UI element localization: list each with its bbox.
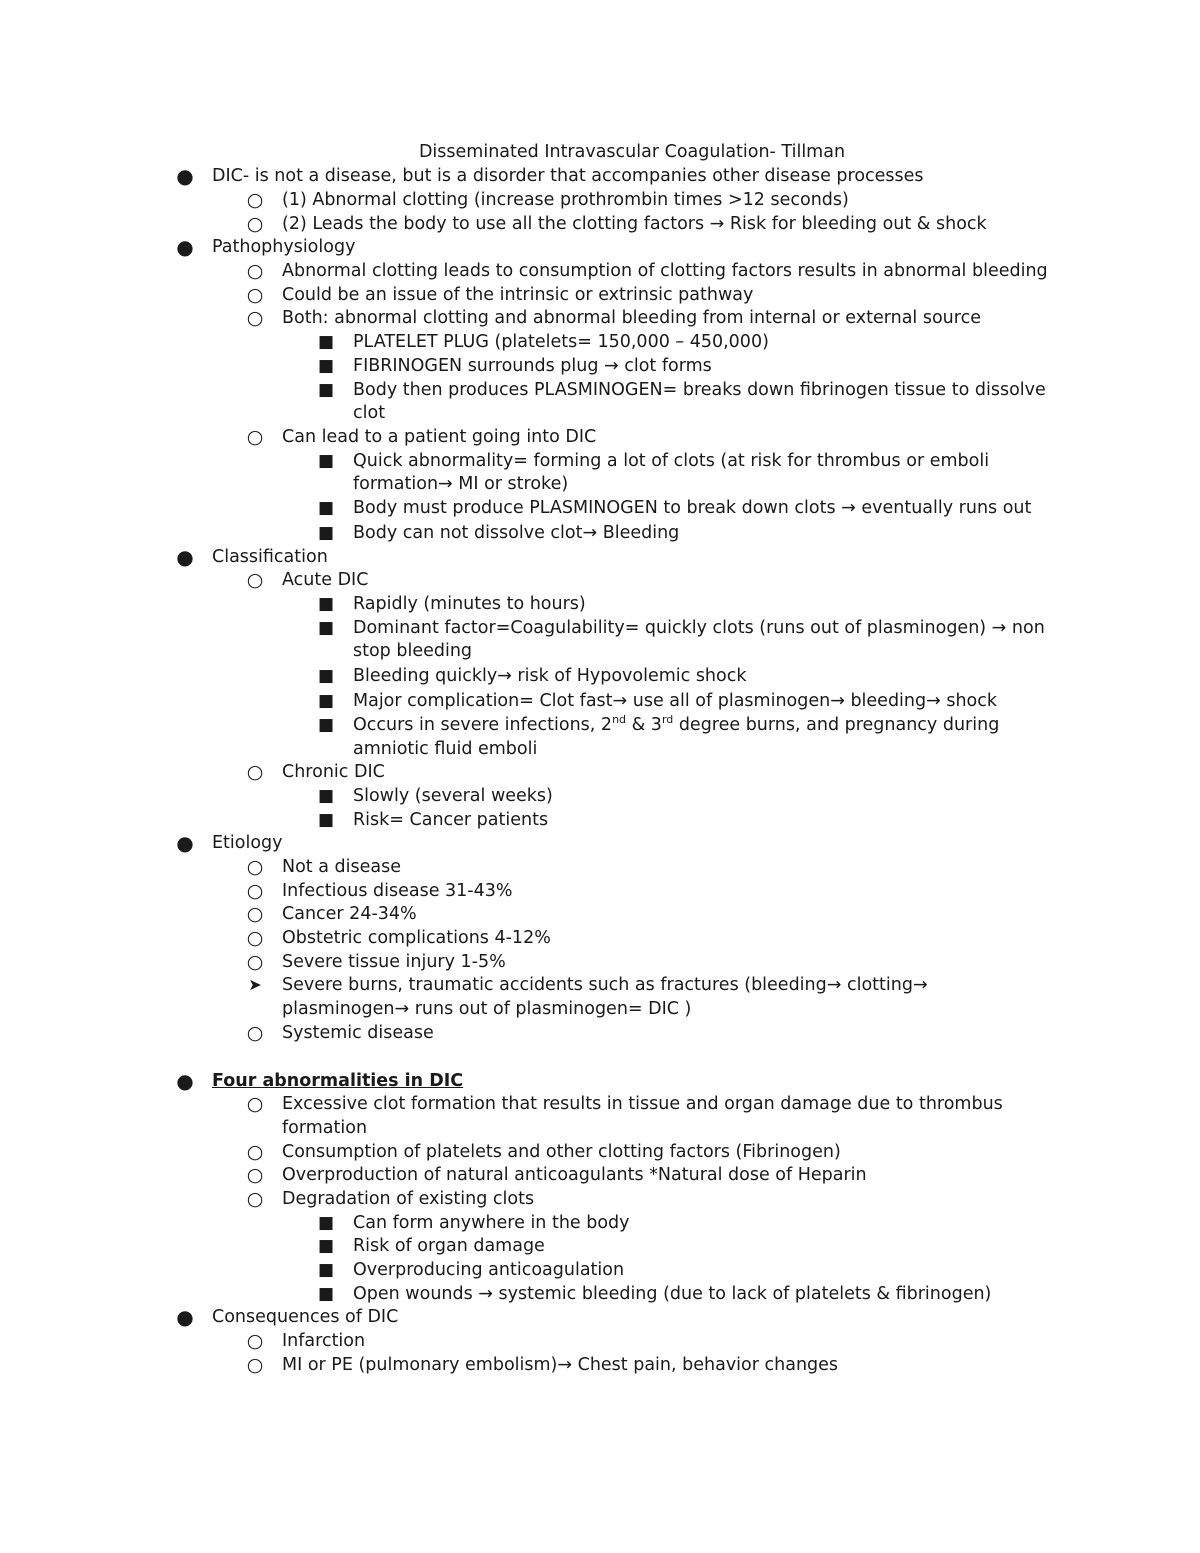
bullet-dot-icon: ●	[176, 831, 194, 855]
list-item: Rapidly (minutes to hours)	[353, 594, 586, 614]
bullet-circle-icon: ○	[246, 260, 264, 282]
list-item: Severe burns, traumatic accidents such as fractures (bleeding→ clotting→	[282, 975, 928, 995]
bullet-square-icon: ■	[317, 498, 335, 518]
bullet-circle-icon: ○	[246, 1330, 264, 1352]
list-item: Infectious disease 31-43%	[282, 881, 513, 901]
list-item: Degradation of existing clots	[282, 1189, 535, 1209]
bullet-circle-icon: ○	[246, 1022, 264, 1044]
bullet-circle-icon: ○	[246, 951, 264, 973]
bullet-circle-icon: ○	[246, 1141, 264, 1163]
section-heading: Etiology	[212, 833, 283, 853]
list-item: Both: abnormal clotting and abnormal bleeding from internal or external source	[282, 308, 981, 328]
bullet-square-icon: ■	[317, 715, 335, 735]
bullet-dot-icon: ●	[176, 1069, 194, 1093]
text-segment: degree burns, and pregnancy during	[673, 715, 1000, 735]
list-item: Overproduction of natural anticoagulants *Natural dose of Heparin	[282, 1165, 867, 1185]
bullet-square-icon: ■	[317, 380, 335, 400]
list-item: Body can not dissolve clot→ Bleeding	[353, 523, 680, 543]
bullet-square-icon: ■	[317, 356, 335, 376]
list-item: FIBRINOGEN surrounds plug → clot forms	[353, 356, 712, 376]
list-item: Open wounds → systemic bleeding (due to lack of platelets & fibrinogen)	[353, 1284, 992, 1304]
list-item: Overproducing anticoagulation	[353, 1260, 625, 1280]
list-item: Major complication= Clot fast→ use all of plasminogen→ bleeding→ shock	[353, 691, 998, 711]
bullet-circle-icon: ○	[246, 1354, 264, 1376]
bullet-dot-icon: ●	[176, 1305, 194, 1329]
list-item: (1) Abnormal clotting (increase prothrombin times >12 seconds)	[282, 190, 849, 210]
bullet-circle-icon: ○	[246, 189, 264, 211]
list-item: MI or PE (pulmonary embolism)→ Chest pain, behavior changes	[282, 1355, 839, 1375]
list-item: Body then produces PLASMINOGEN= breaks down fibrinogen tissue to dissolve	[353, 380, 1046, 400]
bullet-square-icon: ■	[317, 451, 335, 471]
bullet-circle-icon: ○	[246, 284, 264, 306]
list-item: Chronic DIC	[282, 762, 385, 782]
bullet-square-icon: ■	[317, 786, 335, 806]
list-item: DIC- is not a disease, but is a disorder that accompanies other disease processes	[212, 166, 924, 186]
bullet-square-icon: ■	[317, 1236, 335, 1256]
bullet-circle-icon: ○	[246, 927, 264, 949]
bullet-circle-icon: ○	[246, 880, 264, 902]
bullet-circle-icon: ○	[246, 213, 264, 235]
list-item: Acute DIC	[282, 570, 369, 590]
list-item: Infarction	[282, 1331, 366, 1351]
bullet-square-icon: ■	[317, 1260, 335, 1280]
list-item-continuation: formation→ MI or stroke)	[353, 474, 569, 494]
list-item: Can form anywhere in the body	[353, 1213, 630, 1233]
superscript: rd	[661, 713, 674, 727]
superscript: nd	[612, 713, 627, 727]
bullet-circle-icon: ○	[246, 1093, 264, 1115]
text-segment: Occurs in severe infections, 2	[353, 715, 613, 735]
bullet-circle-icon: ○	[246, 761, 264, 783]
list-item: Not a disease	[282, 857, 401, 877]
arrow-bullet-icon: ➤	[248, 975, 262, 994]
list-item: Risk= Cancer patients	[353, 810, 549, 830]
list-item: Excessive clot formation that results in tissue and organ damage due to thrombus	[282, 1094, 1003, 1114]
section-heading: Classification	[212, 547, 328, 567]
list-item: Slowly (several weeks)	[353, 786, 553, 806]
list-item: Can lead to a patient going into DIC	[282, 427, 597, 447]
list-item: Cancer 24-34%	[282, 904, 417, 924]
list-item: Dominant factor=Coagulability= quickly clots (runs out of plasminogen) → non	[353, 618, 1045, 638]
list-item: Severe tissue injury 1-5%	[282, 952, 506, 972]
list-item: Could be an issue of the intrinsic or extrinsic pathway	[282, 285, 754, 305]
list-item-continuation: clot	[353, 403, 386, 423]
bullet-square-icon: ■	[317, 810, 335, 830]
bullet-dot-icon: ●	[176, 235, 194, 259]
bullet-circle-icon: ○	[246, 856, 264, 878]
text-segment: & 3	[626, 715, 662, 735]
list-item: Body must produce PLASMINOGEN to break down clots → eventually runs out	[353, 498, 1032, 518]
list-item: (2) Leads the body to use all the clotting factors → Risk for bleeding out & shock	[282, 214, 987, 234]
list-item: Systemic disease	[282, 1023, 434, 1043]
list-item	[353, 713, 999, 737]
bullet-circle-icon: ○	[246, 1188, 264, 1210]
list-item: Consumption of platelets and other clotting factors (Fibrinogen)	[282, 1142, 841, 1162]
list-item: Abnormal clotting leads to consumption of clotting factors results in abnormal bleeding	[282, 261, 1048, 281]
bullet-circle-icon: ○	[246, 903, 264, 925]
section-heading-bold: Four abnormalities in DIC	[212, 1071, 464, 1091]
bullet-square-icon: ■	[317, 594, 335, 614]
bullet-circle-icon: ○	[246, 569, 264, 591]
list-item: Obstetric complications 4-12%	[282, 928, 551, 948]
section-heading: Pathophysiology	[212, 237, 356, 257]
list-item: Risk of organ damage	[353, 1236, 545, 1256]
list-item: Bleeding quickly→ risk of Hypovolemic shock	[353, 666, 747, 686]
bullet-square-icon: ■	[317, 1284, 335, 1304]
bullet-circle-icon: ○	[246, 1164, 264, 1186]
list-item: Quick abnormality= forming a lot of clots (at risk for thrombus or emboli	[353, 451, 990, 471]
list-item: PLATELET PLUG (platelets= 150,000 – 450,000)	[353, 332, 769, 352]
bullet-circle-icon: ○	[246, 426, 264, 448]
section-heading: Consequences of DIC	[212, 1307, 399, 1327]
bullet-dot-icon: ●	[176, 164, 194, 188]
list-item-continuation: formation	[282, 1118, 368, 1138]
bullet-square-icon: ■	[317, 332, 335, 352]
bullet-circle-icon: ○	[246, 307, 264, 329]
bullet-square-icon: ■	[317, 691, 335, 711]
list-item-continuation: stop bleeding	[353, 641, 473, 661]
bullet-square-icon: ■	[317, 523, 335, 543]
bullet-dot-icon: ●	[176, 545, 194, 569]
bullet-square-icon: ■	[317, 666, 335, 686]
list-item-continuation: plasminogen→ runs out of plasminogen= DIC )	[282, 999, 692, 1019]
list-item-continuation: amniotic fluid emboli	[353, 739, 538, 759]
bullet-square-icon: ■	[317, 618, 335, 638]
bullet-square-icon: ■	[317, 1213, 335, 1233]
document-title: Disseminated Intravascular Coagulation- Tillman	[418, 142, 846, 162]
